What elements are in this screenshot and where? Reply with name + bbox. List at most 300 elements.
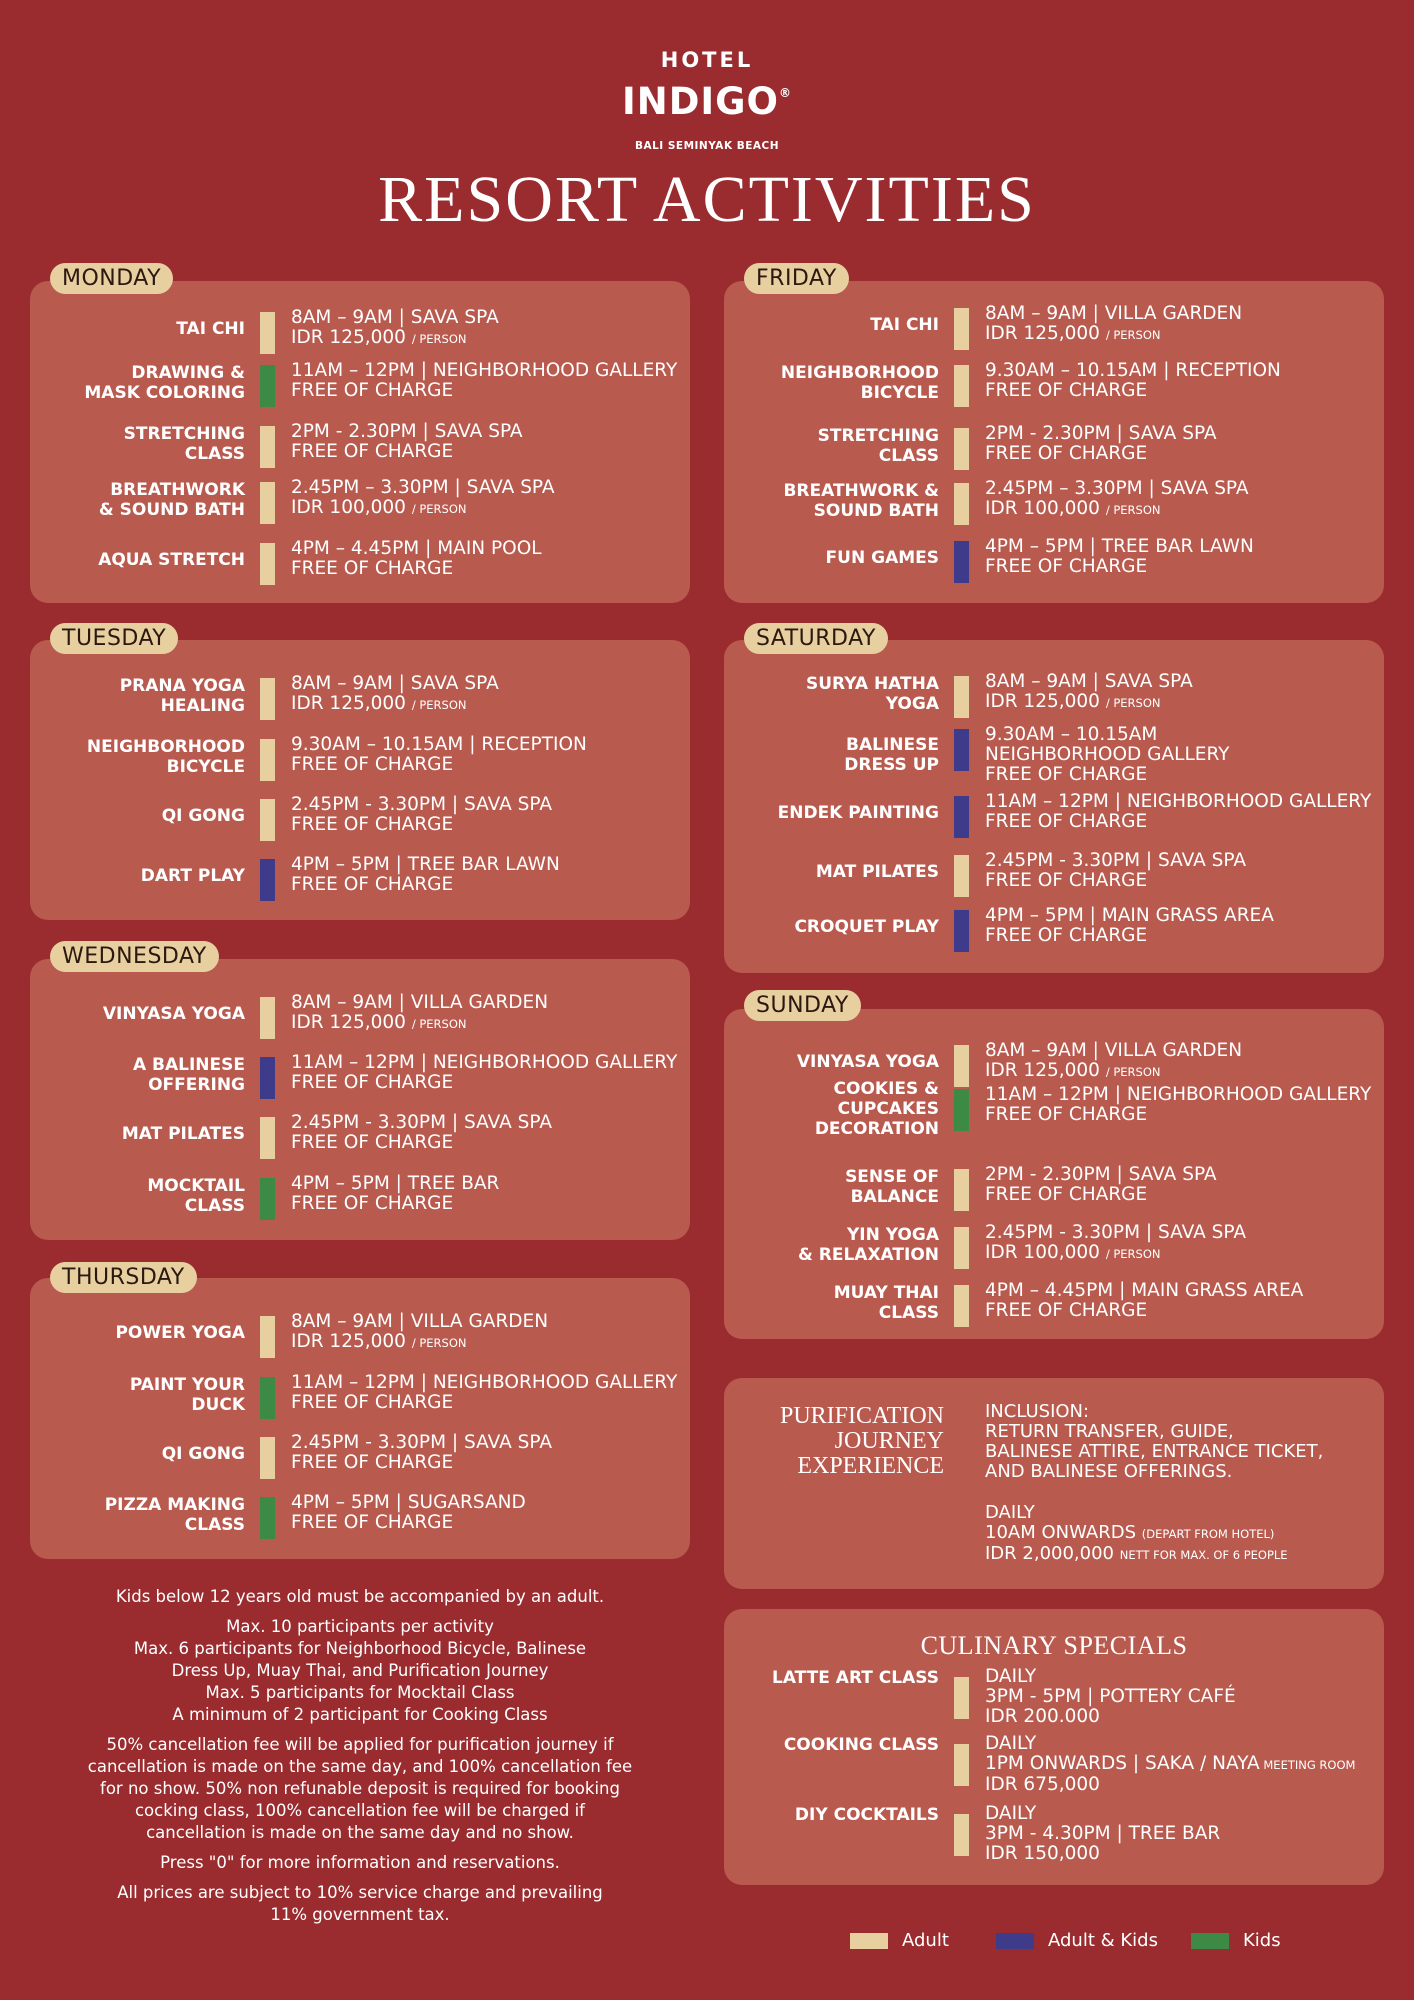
activity-name-line: PRANA YOGA — [119, 676, 245, 696]
category-marker — [954, 1045, 969, 1087]
category-marker — [260, 1117, 275, 1159]
activity-name — [176, 319, 245, 339]
culinary-text: IDR 675,000 — [985, 1774, 1100, 1795]
activity-info-line: 8AM – 9AM | VILLA GARDEN — [291, 992, 549, 1013]
activity-price — [291, 694, 499, 715]
activity-info — [985, 537, 1254, 577]
activity-info — [291, 795, 552, 835]
activity-info-line: 11AM – 12PM | NEIGHBORHOOD GALLERY — [291, 1372, 678, 1393]
activity-price — [291, 1013, 548, 1034]
activity-info — [291, 993, 548, 1034]
activity-name-line: DECORATION — [814, 1119, 939, 1139]
culinary-info — [985, 1667, 1236, 1727]
activity-name — [818, 426, 939, 466]
activity-info-line: 2.45PM - 3.30PM | SAVA SPA — [291, 1432, 552, 1453]
category-marker — [260, 799, 275, 841]
category-marker — [954, 483, 969, 525]
note-line: 50% cancellation fee will be applied for purification journey if — [106, 1735, 614, 1754]
culinary-text: 1PM ONWARDS | SAKA / NAYA — [985, 1753, 1260, 1774]
activity-info-line: 4PM – 4.45PM | MAIN POOL — [291, 538, 542, 559]
activity-info — [291, 735, 587, 775]
activity-info-line: 11AM – 12PM | NEIGHBORHOOD GALLERY — [985, 791, 1372, 812]
price-value: IDR 125,000 — [291, 1331, 412, 1352]
notes — [40, 1586, 680, 1934]
activity-info — [985, 424, 1217, 464]
activity-name — [84, 363, 245, 403]
day-label: FRIDAY — [744, 263, 849, 294]
price-unit: / PERSON — [1105, 1065, 1161, 1079]
category-marker — [260, 543, 275, 585]
activity-info — [985, 304, 1242, 345]
activity-info-line: 2.45PM - 3.30PM | SAVA SPA — [985, 1222, 1246, 1243]
activity-name — [120, 676, 245, 716]
activity-name-line: HEALING — [160, 696, 245, 716]
activity-name-line: MASK COLORING — [84, 383, 245, 403]
activity-name — [783, 481, 939, 521]
activity-name-line: COOKIES & — [833, 1079, 939, 1099]
category-marker — [260, 997, 275, 1039]
activity-info — [985, 851, 1246, 891]
activity-name — [826, 548, 939, 568]
activity-info-line: FREE OF CHARGE — [985, 811, 1148, 832]
activity-info-line: 2.45PM – 3.30PM | SAVA SPA — [291, 477, 555, 498]
activity-name-line: A BALINESE — [132, 1055, 245, 1075]
activity-name-line: TAI CHI — [176, 319, 245, 339]
category-marker — [954, 1285, 969, 1327]
activity-name-line: YOGA — [885, 694, 939, 714]
day-label: THURSDAY — [50, 1262, 197, 1293]
note-line: All prices are subject to 10% service charge and prevailing — [117, 1883, 603, 1902]
category-marker — [260, 482, 275, 524]
culinary-info-line — [985, 1707, 1236, 1727]
day-label: TUESDAY — [50, 623, 178, 654]
activity-name-line: BREATHWORK & — [783, 481, 939, 501]
activity-info-line: 2.45PM - 3.30PM | SAVA SPA — [985, 850, 1246, 871]
purification-card — [724, 1378, 1384, 1589]
category-marker — [260, 1497, 275, 1539]
culinary-info — [985, 1804, 1220, 1864]
activity-info-line: FREE OF CHARGE — [291, 1132, 454, 1153]
note-line: cancellation is made on the same day, and 100% cancellation fee — [87, 1757, 633, 1776]
activity-info — [985, 1281, 1303, 1321]
activity-name — [816, 862, 939, 882]
activity-name-line: POWER YOGA — [115, 1323, 245, 1343]
activity-info — [985, 479, 1249, 520]
activity-name — [794, 917, 939, 937]
category-marker — [260, 1437, 275, 1479]
activity-name — [845, 1167, 939, 1207]
activity-info — [291, 539, 542, 579]
culinary-info-line — [985, 1667, 1236, 1687]
activity-name-line: STRETCHING — [817, 426, 939, 446]
culinary-info-line — [985, 1824, 1220, 1844]
activity-name-line: QI GONG — [161, 1444, 245, 1464]
activity-name-line: & RELAXATION — [798, 1245, 939, 1265]
activity-name-line: VINYASA YOGA — [796, 1052, 939, 1072]
activity-name — [115, 1323, 245, 1343]
activity-name-line: BALANCE — [850, 1187, 939, 1207]
activity-info — [291, 361, 677, 401]
activity-info-line: 8AM – 9AM | SAVA SPA — [291, 673, 499, 694]
category-marker — [260, 1377, 275, 1419]
activity-info-line: 9.30AM – 10.15AM — [985, 724, 1158, 745]
activity-name-line: PAINT YOUR — [129, 1375, 245, 1395]
activity-name-line: CLASS — [184, 444, 245, 464]
activity-name — [122, 1124, 245, 1144]
activity-name-line: MOCKTAIL — [147, 1176, 245, 1196]
culinary-info-line — [985, 1844, 1220, 1864]
activity-info-line: FREE OF CHARGE — [985, 1300, 1148, 1321]
activity-name — [141, 866, 245, 886]
activity-info-line: 4PM – 4.45PM | MAIN GRASS AREA — [985, 1280, 1304, 1301]
activity-info — [985, 1041, 1242, 1082]
day-card-sunday — [724, 1009, 1384, 1339]
activity-name-line: CLASS — [184, 1515, 245, 1535]
activity-price — [985, 1061, 1242, 1082]
note-paragraph — [40, 1882, 680, 1926]
price-unit: / PERSON — [1105, 328, 1161, 342]
activity-info-line: 8AM – 9AM | VILLA GARDEN — [291, 1311, 549, 1332]
day-label: SATURDAY — [744, 623, 888, 654]
price-value: IDR 125,000 — [985, 691, 1106, 712]
day-label: SUNDAY — [744, 990, 861, 1021]
activity-name-line: CLASS — [878, 1303, 939, 1323]
day-label: MONDAY — [50, 263, 173, 294]
activity-price — [985, 1243, 1246, 1264]
activity-info-line: FREE OF CHARGE — [985, 870, 1148, 891]
culinary-info-line — [985, 1804, 1220, 1824]
price-value: IDR 125,000 — [291, 327, 412, 348]
activity-info — [291, 674, 499, 715]
category-marker — [954, 1169, 969, 1211]
activity-info-line: FREE OF CHARGE — [291, 1072, 454, 1093]
activity-name-line: MAT PILATES — [815, 862, 939, 882]
activity-info-line: FREE OF CHARGE — [985, 380, 1148, 401]
category-marker — [954, 1814, 969, 1856]
logo-location: BALI SEMINYAK BEACH — [634, 140, 780, 152]
activity-info-line: FREE OF CHARGE — [291, 814, 454, 835]
activity-info — [291, 1174, 499, 1214]
activity-name — [130, 1375, 245, 1415]
activity-info — [291, 1053, 677, 1093]
activity-name-line: NEIGHBORHOOD — [86, 737, 245, 757]
activity-name-line: VINYASA YOGA — [102, 1004, 245, 1024]
activity-info-line: 9.30AM – 10.15AM | RECEPTION — [291, 734, 587, 755]
activity-info-line: FREE OF CHARGE — [985, 925, 1148, 946]
activity-info-line: FREE OF CHARGE — [291, 558, 454, 579]
activity-info — [291, 1373, 677, 1413]
activity-name-line: BICYCLE — [166, 757, 245, 777]
activity-info-line: FREE OF CHARGE — [985, 1104, 1148, 1125]
category-marker — [260, 859, 275, 901]
note-line: Max. 5 participants for Mocktail Class — [205, 1683, 515, 1702]
culinary-text: 3PM - 4.30PM | TREE BAR — [985, 1823, 1221, 1844]
price-unit: / PERSON — [411, 1017, 467, 1031]
activity-info-line: FREE OF CHARGE — [985, 556, 1148, 577]
category-marker — [954, 1227, 969, 1269]
activity-name — [98, 550, 245, 570]
activity-info — [291, 422, 523, 462]
category-marker — [260, 426, 275, 468]
activity-info-line: 9.30AM – 10.15AM | RECEPTION — [985, 360, 1281, 381]
price-value: IDR 125,000 — [291, 1012, 412, 1033]
note-line: Kids below 12 years old must be accompanied by an adult. — [115, 1587, 605, 1606]
legend-label: Kids — [1243, 1930, 1281, 1951]
culinary-text: IDR 200.000 — [985, 1706, 1100, 1727]
category-marker — [954, 1744, 969, 1786]
activity-info-line: FREE OF CHARGE — [985, 764, 1148, 785]
day-card-thursday — [30, 1278, 690, 1559]
culinary-name: DIY COCKTAILS — [794, 1805, 939, 1825]
activity-name-line: STRETCHING — [123, 424, 245, 444]
category-marker — [260, 365, 275, 407]
culinary-title: CULINARY SPECIALS — [920, 1631, 1188, 1660]
purification-details: INCLUSION: RETURN TRANSFER, GUIDE, BALINESE ATTIRE, ENTRANCE TICKET, AND BALINESE OFFERINGS. DAILY 10AM ONWARDS (DEPART FROM HOTEL) IDR 2,000,000 NETT FOR MAX. OF 6 PEOPLE — [985, 1401, 1324, 1564]
activity-info — [291, 1312, 548, 1353]
activity-info-line: 2PM - 2.30PM | SAVA SPA — [985, 423, 1217, 444]
note-line: cocking class, 100% cancellation fee will be charged if — [134, 1801, 585, 1820]
category-marker — [260, 1178, 275, 1220]
price-unit: / PERSON — [411, 1336, 467, 1350]
activity-info-line: FREE OF CHARGE — [291, 754, 454, 775]
note-paragraph — [40, 1586, 680, 1608]
activity-info-line: FREE OF CHARGE — [291, 1512, 454, 1533]
activity-info — [985, 906, 1274, 946]
activity-price — [291, 1332, 548, 1353]
legend-item-adult-kids — [996, 1930, 1158, 1951]
activity-info — [985, 1223, 1246, 1264]
day-label: WEDNESDAY — [50, 941, 219, 972]
culinary-note: MEETING ROOM — [1259, 1758, 1356, 1772]
activity-info — [985, 792, 1371, 832]
activity-name-line: DRAWING & — [131, 363, 245, 383]
culinary-info-line — [985, 1687, 1236, 1707]
activity-info-line: 8AM – 9AM | SAVA SPA — [985, 671, 1193, 692]
activity-info — [985, 361, 1281, 401]
activity-info-line: FREE OF CHARGE — [985, 443, 1148, 464]
activity-info — [985, 1165, 1217, 1205]
culinary-info — [985, 1734, 1355, 1795]
activity-name — [124, 424, 245, 464]
activity-name-line: BICYCLE — [860, 383, 939, 403]
activity-name-line: FUN GAMES — [825, 548, 939, 568]
activity-name-line: SURYA HATHA — [805, 674, 939, 694]
activity-name-line: & SOUND BATH — [98, 500, 245, 520]
activity-name — [133, 1055, 245, 1095]
legend-swatch — [996, 1933, 1034, 1949]
activity-info-line: 8AM – 9AM | SAVA SPA — [291, 307, 499, 328]
activity-info-line: 2PM - 2.30PM | SAVA SPA — [985, 1164, 1217, 1185]
activity-name-line: QI GONG — [161, 806, 245, 826]
activity-name-line: ENDEK PAINTING — [777, 803, 939, 823]
note-line: Dress Up, Muay Thai, and Purification Journey — [171, 1661, 549, 1680]
price-unit: / PERSON — [1105, 1247, 1161, 1261]
day-card-wednesday — [30, 959, 690, 1240]
day-card-monday — [30, 281, 690, 603]
activity-info — [291, 855, 560, 895]
activity-name-line: DRESS UP — [844, 755, 939, 775]
activity-info-line: 2PM - 2.30PM | SAVA SPA — [291, 421, 523, 442]
price-unit: / PERSON — [411, 698, 467, 712]
activity-info — [291, 1433, 552, 1473]
note-paragraph — [40, 1734, 680, 1844]
activity-name-line: OFFERING — [148, 1075, 245, 1095]
activity-name — [778, 803, 939, 823]
activity-name-line: AQUA STRETCH — [98, 550, 245, 570]
note-line: Max. 10 participants per activity — [226, 1617, 494, 1636]
category-marker — [954, 428, 969, 470]
category-marker — [260, 1057, 275, 1099]
note-paragraph — [40, 1616, 680, 1726]
activity-name-line: TAI CHI — [870, 315, 939, 335]
culinary-info-line — [985, 1775, 1355, 1795]
category-marker — [954, 1677, 969, 1719]
culinary-info-line — [985, 1734, 1355, 1754]
activity-name — [99, 480, 245, 520]
culinary-text: DAILY — [985, 1666, 1037, 1687]
logo-indigo: INDIGO — [621, 80, 780, 123]
activity-name — [834, 1283, 939, 1323]
activity-info-line: FREE OF CHARGE — [291, 874, 454, 895]
activity-price — [985, 324, 1242, 345]
price-unit: / PERSON — [411, 502, 467, 516]
category-marker — [954, 729, 969, 771]
note-line: for no show. 50% non refunable deposit is required for booking — [100, 1779, 620, 1798]
activity-info-line: FREE OF CHARGE — [291, 1193, 454, 1214]
activity-info-line: 11AM – 12PM | NEIGHBORHOOD GALLERY — [291, 360, 678, 381]
activity-info — [985, 1085, 1371, 1125]
activity-name — [844, 735, 939, 775]
page-title: RESORT ACTIVITIES — [378, 163, 1036, 236]
culinary-card — [724, 1609, 1384, 1885]
day-card-friday — [724, 281, 1384, 603]
activity-name-line: NEIGHBORHOOD — [780, 363, 939, 383]
price-value: IDR 125,000 — [985, 1060, 1106, 1081]
price-value: IDR 125,000 — [291, 693, 412, 714]
activity-name — [781, 363, 939, 403]
activity-name-line: PIZZA MAKING — [104, 1495, 245, 1515]
price-value: IDR 125,000 — [985, 323, 1106, 344]
category-marker — [260, 312, 275, 354]
legend-label: Adult & Kids — [1048, 1930, 1158, 1951]
category-marker — [260, 1316, 275, 1358]
activity-name-line: SOUND BATH — [813, 501, 939, 521]
price-unit: / PERSON — [411, 332, 467, 346]
activity-name-line: MAT PILATES — [121, 1124, 245, 1144]
activity-price — [291, 328, 499, 349]
culinary-name: COOKING CLASS — [783, 1735, 939, 1755]
day-card-saturday — [724, 640, 1384, 973]
price-value: IDR 100,000 — [291, 497, 412, 518]
activity-name — [103, 1004, 245, 1024]
note-line: cancellation is made on the same day and no show. — [146, 1823, 574, 1842]
legend-label: Adult — [902, 1930, 949, 1951]
activity-name — [105, 1495, 245, 1535]
culinary-text: DAILY — [985, 1733, 1037, 1754]
activity-price — [985, 692, 1193, 713]
activity-info-line: FREE OF CHARGE — [985, 1184, 1148, 1205]
logo-registered-mark: ® — [779, 86, 793, 100]
legend-item-kids — [1191, 1930, 1281, 1951]
activity-name — [815, 1079, 939, 1139]
activity-name — [798, 1225, 939, 1265]
activity-name — [162, 1444, 245, 1464]
activity-price — [291, 498, 555, 519]
activity-name — [806, 674, 939, 714]
activity-name-line: CLASS — [184, 1196, 245, 1216]
note-paragraph — [40, 1852, 680, 1874]
price-value: IDR 100,000 — [985, 498, 1106, 519]
activity-name — [87, 737, 245, 777]
activity-info-line: 8AM – 9AM | VILLA GARDEN — [985, 1040, 1243, 1061]
activity-name-line: MUAY THAI — [833, 1283, 939, 1303]
activity-info-line: 2.45PM - 3.30PM | SAVA SPA — [291, 794, 552, 815]
activity-name-line: BREATHWORK — [110, 480, 245, 500]
price-unit: / PERSON — [1105, 503, 1161, 517]
category-marker — [260, 678, 275, 720]
culinary-info-line — [985, 1754, 1355, 1775]
activity-info — [291, 1493, 526, 1533]
activity-info-line: FREE OF CHARGE — [291, 441, 454, 462]
culinary-name: LATTE ART CLASS — [772, 1668, 939, 1688]
activity-info-line: 11AM – 12PM | NEIGHBORHOOD GALLERY — [291, 1052, 678, 1073]
activity-name — [797, 1052, 939, 1072]
legend-item-adult — [850, 1930, 949, 1951]
legend-swatch — [1191, 1933, 1229, 1949]
category-marker — [954, 676, 969, 718]
activity-info — [291, 478, 555, 519]
culinary-text: DAILY — [985, 1803, 1037, 1824]
activity-info-line: 8AM – 9AM | VILLA GARDEN — [985, 303, 1243, 324]
category-marker — [260, 739, 275, 781]
culinary-text: 3PM - 5PM | POTTERY CAFÉ — [985, 1686, 1236, 1707]
activity-info-line: FREE OF CHARGE — [291, 1452, 454, 1473]
note-line: A minimum of 2 participant for Cooking Class — [172, 1705, 548, 1724]
activity-name-line: BALINESE — [846, 735, 939, 755]
activity-info-line: 4PM – 5PM | TREE BAR — [291, 1173, 500, 1194]
category-marker — [954, 308, 969, 350]
category-marker — [954, 910, 969, 952]
activity-info-line: 2.45PM – 3.30PM | SAVA SPA — [985, 478, 1249, 499]
category-marker — [954, 541, 969, 583]
activity-info-line: FREE OF CHARGE — [291, 380, 454, 401]
activity-info-line: 11AM – 12PM | NEIGHBORHOOD GALLERY — [985, 1084, 1372, 1105]
activity-name-line: CROQUET PLAY — [794, 917, 939, 937]
activity-name-line: CUPCAKES — [837, 1099, 939, 1119]
activity-name-line: YIN YOGA — [846, 1225, 939, 1245]
legend-swatch — [850, 1933, 888, 1949]
activity-price — [985, 499, 1249, 520]
activity-name — [870, 315, 939, 335]
activity-info — [291, 308, 499, 349]
activity-info-line: FREE OF CHARGE — [291, 1392, 454, 1413]
activity-name — [147, 1176, 245, 1216]
activity-info-line: 2.45PM - 3.30PM | SAVA SPA — [291, 1112, 552, 1133]
activity-name-line: DART PLAY — [140, 866, 245, 886]
culinary-text: IDR 150,000 — [985, 1843, 1100, 1864]
activity-name — [162, 806, 245, 826]
activity-info — [985, 672, 1193, 713]
activity-name-line: DUCK — [191, 1395, 245, 1415]
activity-info-line: 4PM – 5PM | TREE BAR LAWN — [291, 854, 560, 875]
note-line: Max. 6 participants for Neighborhood Bicycle, Balinese — [133, 1639, 587, 1658]
activity-info — [985, 725, 1229, 785]
logo-hotel: HOTEL — [660, 48, 754, 72]
activity-info-line: NEIGHBORHOOD GALLERY — [985, 744, 1230, 765]
category-marker — [954, 796, 969, 838]
activity-info-line: 4PM – 5PM | TREE BAR LAWN — [985, 536, 1254, 557]
activity-info-line: 4PM – 5PM | MAIN GRASS AREA — [985, 905, 1274, 926]
